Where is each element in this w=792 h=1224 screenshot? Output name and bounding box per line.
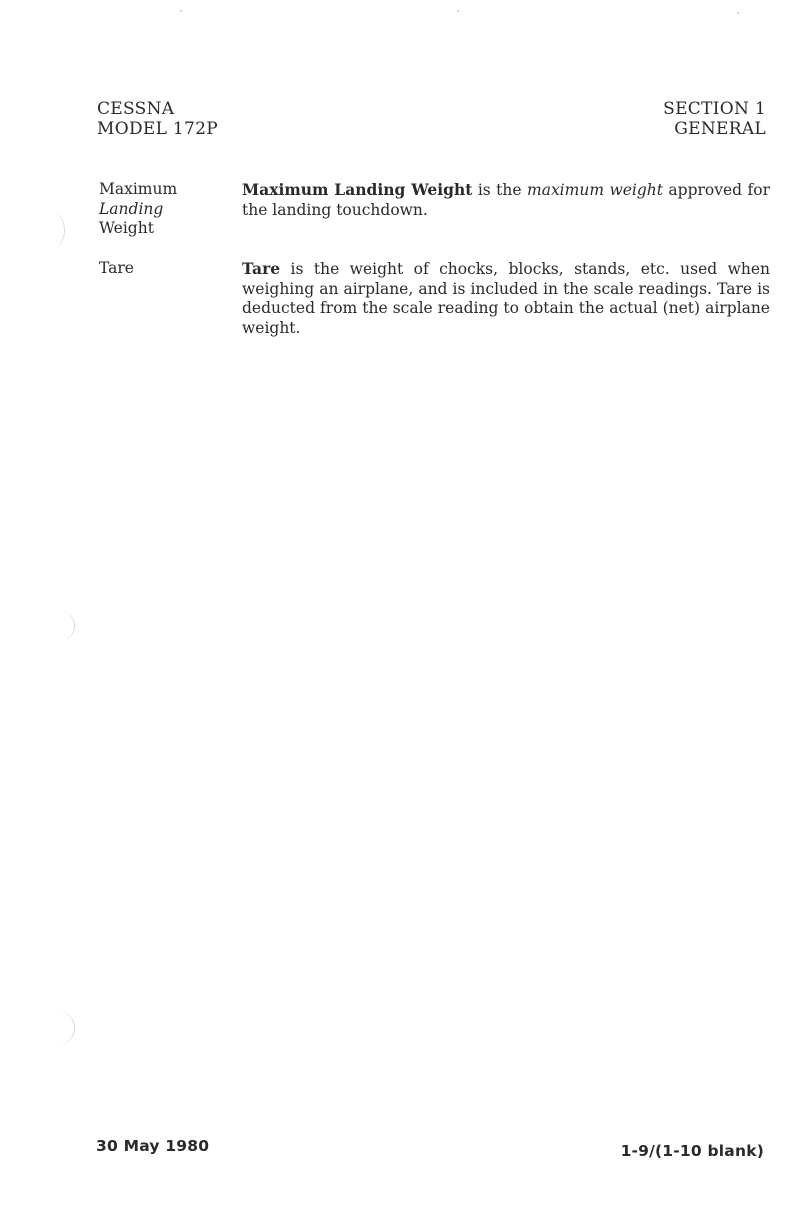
definition-lead: Tare [242,259,281,278]
binder-hole-mark [36,1010,75,1046]
header-section: SECTION 1 [663,99,766,119]
header-model: MODEL 172P [97,119,218,139]
term-line: Maximum [99,180,178,198]
page-header-left [97,99,218,139]
binder-hole-mark [50,612,75,640]
header-section-title: GENERAL [674,119,766,139]
footer-date: 30 May 1980 [96,1137,210,1155]
definition-text: approved for the landing touchdown. [242,181,770,219]
footer-page-number: 1-9/(1-10 blank) [620,1142,764,1160]
binder-hole-mark [40,212,65,248]
definition-body-maximum-landing-weight [242,180,770,220]
definition-term-tare [99,259,229,279]
scan-speck [180,10,182,12]
header-manufacturer: CESSNA [97,99,175,119]
page-header-right [663,99,766,139]
scan-speck [457,10,459,12]
definition-term-maximum-landing-weight [99,180,229,239]
definition-text: is the [472,181,527,199]
definition-body-tare [242,259,770,338]
term-line: Tare [99,259,134,277]
definition-emphasis: maximum weight [527,181,663,199]
term-line: Landing [99,199,164,218]
definition-text: is the weight of chocks, blocks, stands, etc. used when weighing an airplane, and is included in the scale readings. Tare is deducted from the scale reading to obtain the actual (net) airplane weight. [242,260,770,337]
scan-speck [737,12,739,14]
term-line: Weight [99,219,154,237]
definition-lead: Maximum Landing Weight [242,180,473,199]
